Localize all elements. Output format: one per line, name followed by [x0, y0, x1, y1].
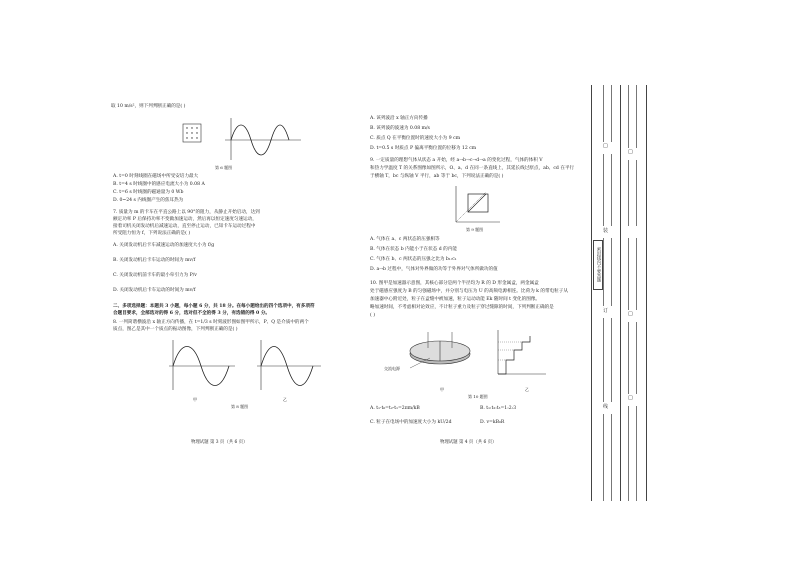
- q9-stem-line3: 于横轴 T，bc 与纵轴 V 平行，ab 等于 bc，下列说法正确的是( ): [370, 174, 504, 179]
- q10-figure: [400, 324, 550, 386]
- binding-mark-zhuang: 装: [603, 228, 609, 234]
- q7-option-b: B. 关闭发动机后卡车运动的时间为 mv/f: [113, 258, 196, 263]
- q7-stem-line1: 7. 质量为 m 的卡车在平直公路上以 90°的阻力，从静止开始启动，达到: [113, 210, 260, 215]
- q10-label-source: 交流电源: [384, 366, 400, 371]
- page-3-footer: 物理试题 第 3 页（共 6 页）: [191, 440, 248, 445]
- q10-label-yi: 乙: [525, 387, 529, 392]
- binding-mark-1: □: [603, 143, 608, 149]
- q8-option-a: A. 该列波沿 x 轴正方向传播: [370, 116, 428, 121]
- binding-mark-xian: 线: [603, 404, 609, 410]
- q8-fig-caption: 第 8 题图: [231, 404, 249, 409]
- q7-option-a: A. 关闭发动机后卡车减速运动的加速度大小为 f/g: [113, 243, 215, 248]
- q9-fig-caption: 第 9 题图: [466, 227, 484, 232]
- q6-option-d: D. 0~24 s 内线圈产生的焦耳热为: [113, 198, 184, 203]
- q10-option-d: D. v=kB₀R: [480, 420, 505, 425]
- q8-option-d: D. t=0.5 s 时质点 P 偏离平衡位置的位移为 12 cm: [370, 146, 477, 151]
- section-2-heading-line1: 二、多项选择题：本题共 3 小题，每小题 6 分，共 18 分。在每小题给出的四个选项中，有多项符: [113, 304, 315, 309]
- q9-option-a: A. 气体在 a、c 两状态的压强相等: [370, 237, 440, 242]
- q8-option-b: B. 该列波的波速为 0.08 m/s: [370, 126, 430, 131]
- q9-option-d: D. a→b 过程中，气体对外界做的功等于外界对气体所做功的值: [370, 267, 498, 272]
- q8-label-jia: 甲: [193, 397, 197, 402]
- q10-option-b: B. t₁:t₂:t₃=1:2:3: [480, 406, 517, 411]
- binding-line-1: [591, 85, 592, 501]
- question-6-intro: 取 10 m/s²，则下列判断正确的是( ): [111, 104, 186, 109]
- q10-stem-line5: ( ): [370, 313, 376, 318]
- q8-label-yi: 乙: [283, 397, 287, 402]
- q6-option-b: B. t=4 s 时线圈中的感应电流大小为 0.08 A: [113, 182, 205, 187]
- q6-option-c: C. t=6 s 时线圈的磁通量为 0 Wb: [113, 190, 184, 195]
- no-answer-zone-stamp: 密封线内不要答题: [593, 240, 603, 290]
- q10-option-c: C. 粒子在电场中的加速度大小为 kU/2d: [370, 420, 452, 425]
- binding-line-4: [620, 85, 621, 501]
- binding-mark-4: □: [628, 395, 633, 401]
- q10-stem-line4: 略加速时间，不考虑相对论效应，不计粒子重力及粒子穿过缝隙的时间，下列判断正确的是: [370, 305, 554, 310]
- page-4-footer: 物理试题 第 4 页（共 6 页）: [440, 440, 497, 445]
- q10-stem-line3: 加速器中心附近处，粒子在盒缝中被加速，粒子运动动能 Ek 随时间 t 变化的图像。: [370, 297, 541, 302]
- q9-option-b: B. 气体在状态 b 内能小于在状态 d 的内能: [370, 247, 457, 252]
- q10-option-a: A. t₁-t₀=t₂-t₁=2πm/kB: [370, 406, 420, 411]
- q10-label-jia: 甲: [440, 387, 444, 392]
- binding-mark-ding: 订: [603, 308, 609, 314]
- q10-stem-line1: 10. 图甲是加速器示意图，其核心部分是两个半径均为 R 的 D 形金属盒，两金属盒: [370, 281, 539, 286]
- binding-mark-3: □: [628, 311, 633, 317]
- q7-stem-line2: 额定功率 P 后保持功率不变做加速运动，然后再以恒定速度匀速运动，: [113, 217, 257, 222]
- q6-fig-caption: 第 6 题图: [215, 165, 233, 170]
- q9-stem-line2: 和热力学温度 T 的关系图像如图所示，O、a、d 在同一条直线上，其延长线过原点，ab、cd 在平行: [370, 166, 575, 171]
- q9-stem-line1: 9. 一定质量的理想气体从状态 a 开始，经 a→b→c→d→a 的变化过程，气体的体积 V: [370, 158, 543, 163]
- q8-stem-line2: 质点，图乙是其中一个质点的振动图像，下列判断正确的是( ): [113, 327, 238, 332]
- q9-figure: [452, 184, 502, 226]
- section-2-heading-line2: 合题目要求，全部选对的得 6 分，选对但不全的得 3 分，有选错的得 0 分。: [113, 311, 271, 316]
- q6-option-a: A. t=0 时刻线圈在磁场中所受安培力最大: [113, 174, 199, 179]
- q10-stem-line2: 处于磁感应强度为 B 的匀强磁场中，并分别与电压为 U 的高频电源相连。比荷为 k 的带电粒子从: [370, 289, 568, 294]
- binding-line-7: [646, 85, 647, 501]
- q7-stem-line3: 接着司机关闭发动机后减速运动，直至停止运动，已知卡车运动过程中: [113, 224, 256, 229]
- q7-option-d: D. 关闭发动机后卡车运动的时间为 mv/f: [113, 288, 196, 293]
- q7-option-c: C. 关闭发动机前卡车的最小牵引力为 P/v: [113, 273, 197, 278]
- q7-stem-line4: 所受阻力恒为 f，下列说法正确的是( ): [113, 231, 191, 236]
- q6-figure: [175, 116, 305, 164]
- binding-mark-2: □: [628, 149, 633, 155]
- q8-option-c: C. 质点 Q 在平衡位置时的速度大小为 9 cm: [370, 136, 461, 141]
- q8-figure: [165, 334, 325, 396]
- q10-fig-caption: 第 10 题图: [468, 394, 488, 399]
- q8-stem-line1: 8. 一列简谐横波沿 x 轴正方向传播，在 t=1/3 s 时刻波形图如图甲所示，P、Q 是介质中的两个: [113, 320, 309, 325]
- binding-margin: [590, 80, 800, 510]
- q9-option-c: C. 气体在 b、c 两状态的压强之比为 b₁:c₁: [370, 257, 457, 262]
